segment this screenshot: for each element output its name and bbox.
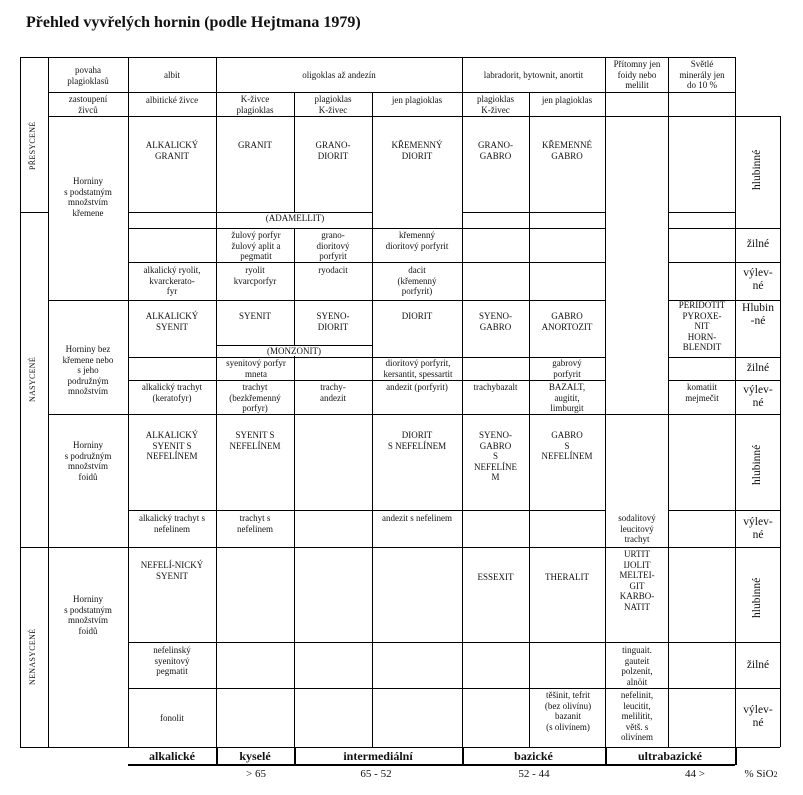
header-jenplag2: jen plagioklas: [541, 95, 593, 105]
cell-syenogabro: SYENO- GABRO: [479, 311, 512, 332]
cell-trachybazalt: trachybazalt: [473, 382, 518, 392]
cell-alkalicky-trachyt-nefelin: alkalický trachyt s nefelinem: [139, 513, 205, 534]
cell-sodalitovy-trachyt: sodalitový leucitový trachyt: [618, 513, 656, 544]
cell-fonolit: fonolit: [160, 713, 184, 723]
cell-syenodiorit: SYENO- DIORIT: [316, 311, 350, 332]
right-label-vylevne-1: výlev- né: [743, 267, 773, 292]
cell-nefelinsky-pegmatit: nefelinský syenitový pegmatit: [153, 645, 191, 676]
cell-ryodacit: ryodacit: [318, 265, 348, 275]
cell-alkalicky-trachyt: alkalický trachyt (keratofyr): [141, 382, 203, 403]
cell-peridotit: PERIDOTIT PYROXE- NIT HORN- BLENDIT: [678, 300, 726, 352]
cell-essexit: ESSEXIT: [477, 572, 514, 582]
cell-syenogabro-nefelin: SYENO- GABRO S NEFELÍNE M: [474, 430, 517, 482]
cell-nefelinit: nefelinit, leucitit, melilitit, větš. s olivínem: [620, 690, 654, 742]
cell-theralit: THERALIT: [545, 572, 589, 582]
right-label-zilne-3: žilné: [746, 659, 770, 671]
right-label-hlubinne-2: Hlubin -né: [742, 302, 774, 327]
cell-kremenny-diorit: KŘEMENNÝ DIORIT: [391, 140, 443, 161]
cell-alkalicky-ryolit: alkalický ryolit, kvarckerato- fyr: [143, 265, 201, 296]
cell-kremenny-dioritovy-porfyrit: křemenný dioritový porfyrit: [385, 230, 449, 251]
cell-dioritovy-porfyrit: dioritový porfyrit, kersantit, spessartit: [383, 358, 453, 379]
header-oligoklas: oligoklas až andezín: [302, 70, 376, 80]
cell-syenit: SYENIT: [239, 311, 271, 321]
header-povaha: povaha plagioklasů: [67, 65, 109, 86]
bottom-n65: > 65: [246, 768, 266, 780]
header-albiticke: albitické živce: [145, 95, 199, 105]
bottom-sio2: % SiO2: [744, 768, 778, 780]
bottom-ultrabazicke: ultrabazické: [638, 749, 702, 763]
group-label-2: Horniny bez křemene nebo s jeho podružným množstvím: [62, 344, 114, 396]
cell-granodioritovy-porfyrit: grano- dioritový porfyrit: [316, 230, 350, 261]
cell-alkalicky-syenit-nefelin: ALKALICKÝ SYENIT S NEFELÍNEM: [145, 430, 199, 461]
side-label-nenasycene: NENASYCENÉ: [28, 628, 37, 685]
cell-trachyandezit: trachy- andezit: [320, 382, 346, 403]
bottom-n44: 44 >: [685, 768, 705, 780]
cell-granodiorit: GRANO- DIORIT: [315, 140, 351, 161]
cell-granogabro: GRANO- GABRO: [478, 140, 513, 161]
cell-trachyt-nefelin: trachyt s nefelinem: [237, 513, 273, 534]
cell-trachyt: trachyt (bezkřemenný porfyr): [229, 382, 281, 413]
cell-andezit: andezit (porfyrit): [386, 382, 448, 392]
right-label-zilne-1: žilné: [746, 238, 770, 250]
right-label-zilne-2: žilné: [746, 362, 770, 374]
bottom-n5244: 52 - 44: [518, 768, 550, 780]
cell-tesinit: těšinit, tefrit (bez olivínu) bazanit (s olivínem): [544, 690, 592, 732]
cell-alkalicky-syenit: ALKALICKÝ SYENIT: [145, 311, 199, 332]
cell-monzonit: (MONZONIT): [256, 346, 332, 356]
page-title: Přehled vyvřelých hornin (podle Hejtmana 1979): [26, 14, 361, 31]
cell-gabro-nefelin: GABRO S NEFELÍNEM: [541, 430, 593, 461]
right-label-hlubinne-3: hlubinné: [751, 444, 763, 485]
cell-dacit: dacit (křemenný porfyrit): [397, 265, 437, 296]
cell-syenit-nefelin: SYENIT S NEFELÍNEM: [229, 430, 281, 451]
header-jenplag1: jen plagioklas: [391, 95, 443, 105]
cell-zulovy-porfyr: žulový porfyr žulový aplit a pegmatit: [231, 230, 281, 261]
side-label-presycene: PŘESYCENÉ: [28, 121, 37, 170]
cell-diorit: DIORIT: [401, 311, 433, 321]
cell-granit: GRANIT: [238, 140, 272, 150]
bottom-alkalicke: alkalické: [148, 749, 195, 763]
cell-tinguait: tinguait. gauteit polzenit, alnöit: [621, 645, 653, 687]
cell-adamellit: (ADAMELLIT): [258, 213, 332, 223]
header-albit: albit: [164, 70, 180, 80]
bottom-kysele: kyselé: [239, 749, 271, 763]
cell-gabrovy-porfyrit: gabrový porfyrit: [552, 358, 582, 379]
header-plagk2: plagioklas K-živec: [477, 94, 514, 115]
group-label-1: Horniny s podstatným množstvím křemene: [64, 176, 112, 218]
right-label-vylevne-3: výlev- né: [743, 516, 773, 541]
header-kzivce: K-živce plagioklas: [236, 94, 274, 115]
cell-kremenne-gabro: KŘEMENNÉ GABRO: [542, 140, 592, 161]
header-zastoupeni: zastoupení živců: [68, 94, 108, 115]
group-label-3: Horniny s podružným množstvím foidů: [64, 440, 112, 482]
cell-komatiit: komatiit mejmečit: [685, 382, 719, 403]
cell-andezit-nefelin: andezit s nefelinem: [382, 513, 452, 523]
cell-urtit: URTIT IJOLIT MELTEI- GIT KARBO- NATIT: [619, 549, 655, 612]
right-label-hlubinne-4: hlubinné: [751, 577, 763, 618]
header-plagk: plagioklas K-živec: [314, 94, 352, 115]
header-labradorit: labradorit, bytownit, anortit: [483, 70, 584, 80]
right-label-vylevne-4: výlev- né: [743, 704, 773, 729]
cell-nefelinicky-syenit: NEFELÍ-NICKÝ SYENIT: [140, 560, 204, 581]
bottom-intermedialni: intermediální: [343, 749, 413, 763]
bottom-bazicke: bazické: [514, 749, 553, 763]
side-label-nasycene: NASYCENÉ: [28, 356, 37, 402]
group-label-4: Horniny s podstatným množstvím foidů: [64, 594, 112, 636]
cell-bazalt: BAZALT, augitit, limburgit: [548, 382, 586, 413]
right-label-hlubinne-1: hlubinné: [751, 149, 763, 190]
header-pritomny: Přítomny jen foidy nebo melilit: [613, 59, 661, 90]
cell-diorit-nefelin: DIORIT S NEFELÍNEM: [387, 430, 447, 451]
right-label-vylevne-2: výlev- né: [743, 384, 773, 409]
cell-syenitovy-porfyr: syenitový porfyr mneta: [226, 358, 286, 379]
cell-alkalicky-granit: ALKALICKÝ GRANIT: [145, 140, 199, 161]
bottom-n6552: 65 - 52: [360, 768, 392, 780]
header-svetle: Světlé minerály jen do 10 %: [679, 59, 725, 90]
cell-ryolit: ryolit kvarcporfyr: [233, 265, 277, 286]
cell-gabro-anortozit: GABRO ANORTOZIT: [541, 311, 593, 332]
